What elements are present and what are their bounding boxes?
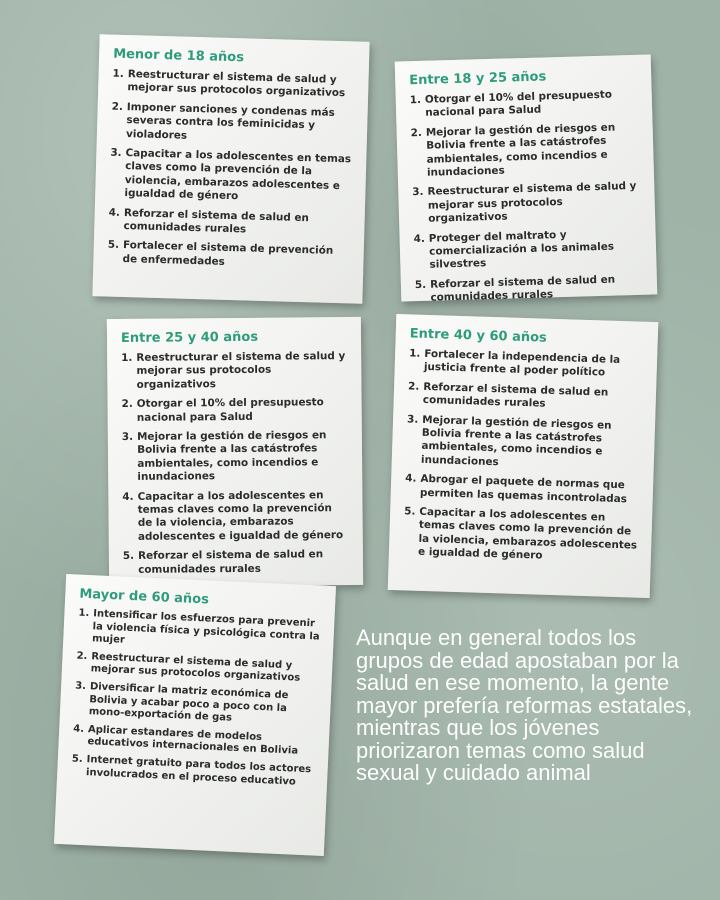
list-item	[77, 608, 320, 657]
item-number: 3.	[74, 680, 87, 692]
item-text: Reestructurar el sistema de salud y mejorar sus protocolos organizativos	[136, 350, 346, 391]
list-item	[410, 88, 639, 121]
item-number: 2.	[76, 650, 88, 662]
card-title: Entre 18 y 25 años	[409, 69, 547, 89]
priority-list	[410, 88, 644, 306]
item-number: 5.	[122, 550, 135, 563]
item-text: Reforzar el sistema de salud en comunidades rurales	[422, 380, 609, 410]
item-number: 3.	[406, 412, 419, 426]
item-number: 2.	[111, 100, 124, 113]
item-number: 5.	[107, 239, 120, 252]
list-item	[107, 239, 350, 273]
age-card-40-60	[388, 314, 659, 598]
item-text: Abrogar el paquete de normas que permiten las quemas incontroladas	[419, 473, 628, 505]
list-item	[122, 489, 348, 545]
item-text: Otorgar el 10% del presupuesto nacional para Salud	[136, 396, 324, 424]
list-item	[415, 273, 644, 306]
priority-list	[121, 350, 349, 577]
list-item	[406, 413, 642, 474]
item-text: Reforzar el sistema de salud en comunidades rurales	[138, 548, 324, 576]
age-card-over-60	[54, 574, 336, 856]
list-item	[109, 147, 352, 207]
item-number: 2.	[407, 380, 420, 393]
item-number: 1.	[408, 347, 421, 360]
card-title: Entre 40 y 60 años	[409, 326, 547, 346]
list-item	[123, 548, 349, 577]
list-item	[71, 753, 314, 789]
card-title: Mayor de 60 años	[79, 586, 210, 608]
list-item	[407, 380, 642, 414]
item-number: 3.	[412, 186, 424, 199]
list-item	[122, 429, 348, 485]
list-item	[76, 650, 319, 686]
item-number: 1.	[121, 351, 133, 364]
item-text: Mejorar la gestión de riesgos en Bolivia frente a las catástrofes ambientales, como incendios e inundaciones	[425, 121, 616, 179]
list-item	[413, 226, 642, 273]
item-text: Diversificar la matriz económica de Bolivia y acabar poco a poco con la mono-exportación de gas	[88, 681, 289, 724]
age-card-18-25	[395, 54, 658, 304]
summary-caption: Aunque en general todos los grupos de edad apostaban por la salud en ese momento, la gente mayor prefería reformas estatales, mientras que los jóvenes priorizaron temas como salud sexual y cuidado animal	[356, 625, 693, 785]
item-number: 5.	[404, 505, 416, 518]
item-text: Mejorar la gestión de riesgos en Bolivia frente a las catástrofes ambientales, como incendios e inundaciones	[136, 429, 327, 484]
item-number: 4.	[413, 232, 426, 245]
age-card-25-40	[107, 317, 363, 587]
list-item	[112, 68, 355, 102]
item-number: 1.	[78, 607, 90, 620]
item-text: Aplicar estandares de modelos educativos internacionales en Bolivia	[87, 723, 299, 758]
item-number: 4.	[73, 723, 85, 735]
item-text: Capacitar a los adolescentes en temas claves como la prevención de la violencia, embarazos adolescentes e igualdad de género	[417, 505, 638, 562]
list-item	[74, 681, 317, 730]
item-text: Internet gratuito para todos los actores involucrados en el proceso educativo	[85, 754, 312, 788]
item-number: 4.	[405, 472, 417, 485]
item-text: Intensificar los esfuerzos para prevenir la violencia física y psicológica contra la mujer	[91, 608, 320, 646]
item-text: Capacitar a los adolescentes en temas claves como la prevención de la violencia, embarazos adolescentes e igualdad de género	[137, 488, 344, 543]
list-item	[411, 121, 640, 181]
item-text: Fortalecer la independencia de la justicia frente al poder político	[423, 347, 621, 379]
item-text: Fortalecer el sistema de prevención de enfermedades	[122, 239, 334, 268]
priority-list	[403, 347, 644, 566]
age-card-under-18	[92, 34, 369, 303]
item-text: Reforzar el sistema de salud en comunidades rurales	[429, 273, 616, 304]
item-number: 4.	[108, 206, 121, 219]
card-title: Entre 25 y 40 años	[120, 329, 259, 346]
priority-list	[71, 608, 321, 790]
list-item	[111, 100, 354, 147]
item-text: Mejorar la gestión de riesgos en Bolivia frente a las catástrofes ambientales, como incendios e inundaciones	[420, 413, 612, 469]
card-title: Menor de 18 años	[112, 46, 245, 66]
list-item	[72, 723, 315, 759]
item-text: Imponer sanciones y condenas más severas contra los feminicidas y violadores	[125, 100, 335, 142]
item-number: 5.	[71, 753, 83, 765]
priority-list	[107, 68, 354, 273]
list-item	[409, 347, 644, 381]
item-text: Reestructurar el sistema de salud y mejorar sus protocolos organizativos	[127, 68, 346, 100]
item-text: Capacitar a los adolescentes en temas claves como la prevención de la violencia, embarazos adolescentes e igualdad de género	[124, 147, 352, 203]
item-number: 5.	[414, 278, 427, 292]
item-text: Reforzar el sistema de salud en comunidades rurales	[123, 206, 310, 236]
item-number: 2.	[410, 126, 423, 140]
item-number: 4.	[122, 490, 134, 503]
item-text: Reestructurar el sistema de salud y mejorar sus protocolos organizativos	[427, 180, 637, 225]
list-item	[108, 206, 351, 240]
item-number: 3.	[121, 430, 134, 444]
list-item	[121, 350, 347, 392]
item-text: Reestructurar el sistema de salud y mejorar sus protocolos organizativos	[90, 651, 301, 685]
list-item	[405, 473, 640, 507]
item-text: Otorgar el 10% del presupuesto nacional para Salud	[424, 88, 613, 120]
list-item	[412, 180, 641, 227]
list-item	[403, 505, 639, 566]
list-item	[122, 396, 348, 425]
item-number: 1.	[409, 93, 422, 107]
item-number: 3.	[110, 146, 122, 159]
item-number: 1.	[112, 67, 124, 80]
item-text: Proteger del maltrato y comercialización a los animales silvestres	[428, 228, 615, 272]
item-number: 2.	[121, 398, 133, 411]
